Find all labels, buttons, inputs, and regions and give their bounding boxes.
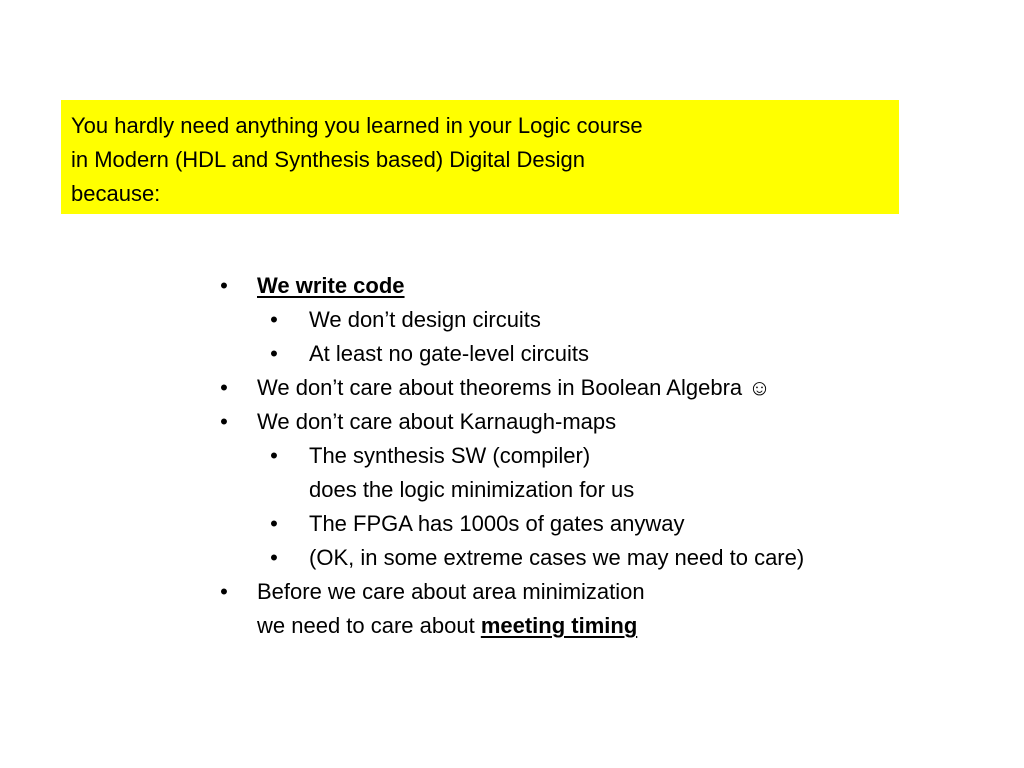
bullet-text-prefix: we need to care about (257, 613, 481, 638)
bullet-text: (OK, in some extreme cases we may need to care) (309, 545, 805, 570)
bullet-marker: • (270, 341, 278, 366)
bullet-marker: • (270, 307, 278, 332)
bullet-marker: • (270, 545, 278, 570)
bullet-list (216, 269, 1006, 643)
bullet-item-area-minimization (216, 575, 1006, 609)
bullet-text: We don’t care about theorems in Boolean Algebra ☺ (257, 375, 771, 400)
bullet-text: At least no gate-level circuits (309, 341, 590, 366)
callout-line-1: You hardly need anything you learned in your Logic course (71, 113, 643, 138)
bullet-text: We don’t design circuits (309, 307, 541, 332)
meeting-timing-emphasis: meeting timing (480, 613, 638, 638)
bullet-marker: • (220, 579, 228, 604)
bullet-text: We don’t care about Karnaugh-maps (257, 409, 617, 434)
bullet-text: Before we care about area minimization (257, 579, 645, 604)
sub-bullet-item-gate-level (216, 337, 1006, 371)
sub-bullet-item-synthesis (216, 439, 1006, 473)
callout-box (61, 100, 899, 214)
bullet-marker: • (270, 443, 278, 468)
sub-bullet-continuation (216, 473, 1006, 507)
bullet-item-write-code (216, 269, 1006, 303)
bullet-item-karnaugh-maps (216, 405, 1006, 439)
bullet-marker: • (220, 273, 228, 298)
sub-bullet-item-extreme-cases (216, 541, 1006, 575)
bullet-marker: • (220, 375, 228, 400)
bullet-text: We write code (257, 273, 405, 298)
sub-bullet-item-fpga (216, 507, 1006, 541)
bullet-text: The FPGA has 1000s of gates anyway (309, 511, 685, 536)
callout-line-3: because: (71, 181, 161, 206)
bullet-marker: • (220, 409, 228, 434)
bullet-text: The synthesis SW (compiler) (309, 443, 591, 468)
bullet-text: does the logic minimization for us (309, 477, 635, 502)
bullet-marker: • (270, 511, 278, 536)
bullet-item-boolean-algebra (216, 371, 1006, 405)
bullet-continuation-timing (216, 609, 1006, 643)
callout-line-2: in Modern (HDL and Synthesis based) Digital Design (71, 147, 585, 172)
sub-bullet-item-circuits (216, 303, 1006, 337)
